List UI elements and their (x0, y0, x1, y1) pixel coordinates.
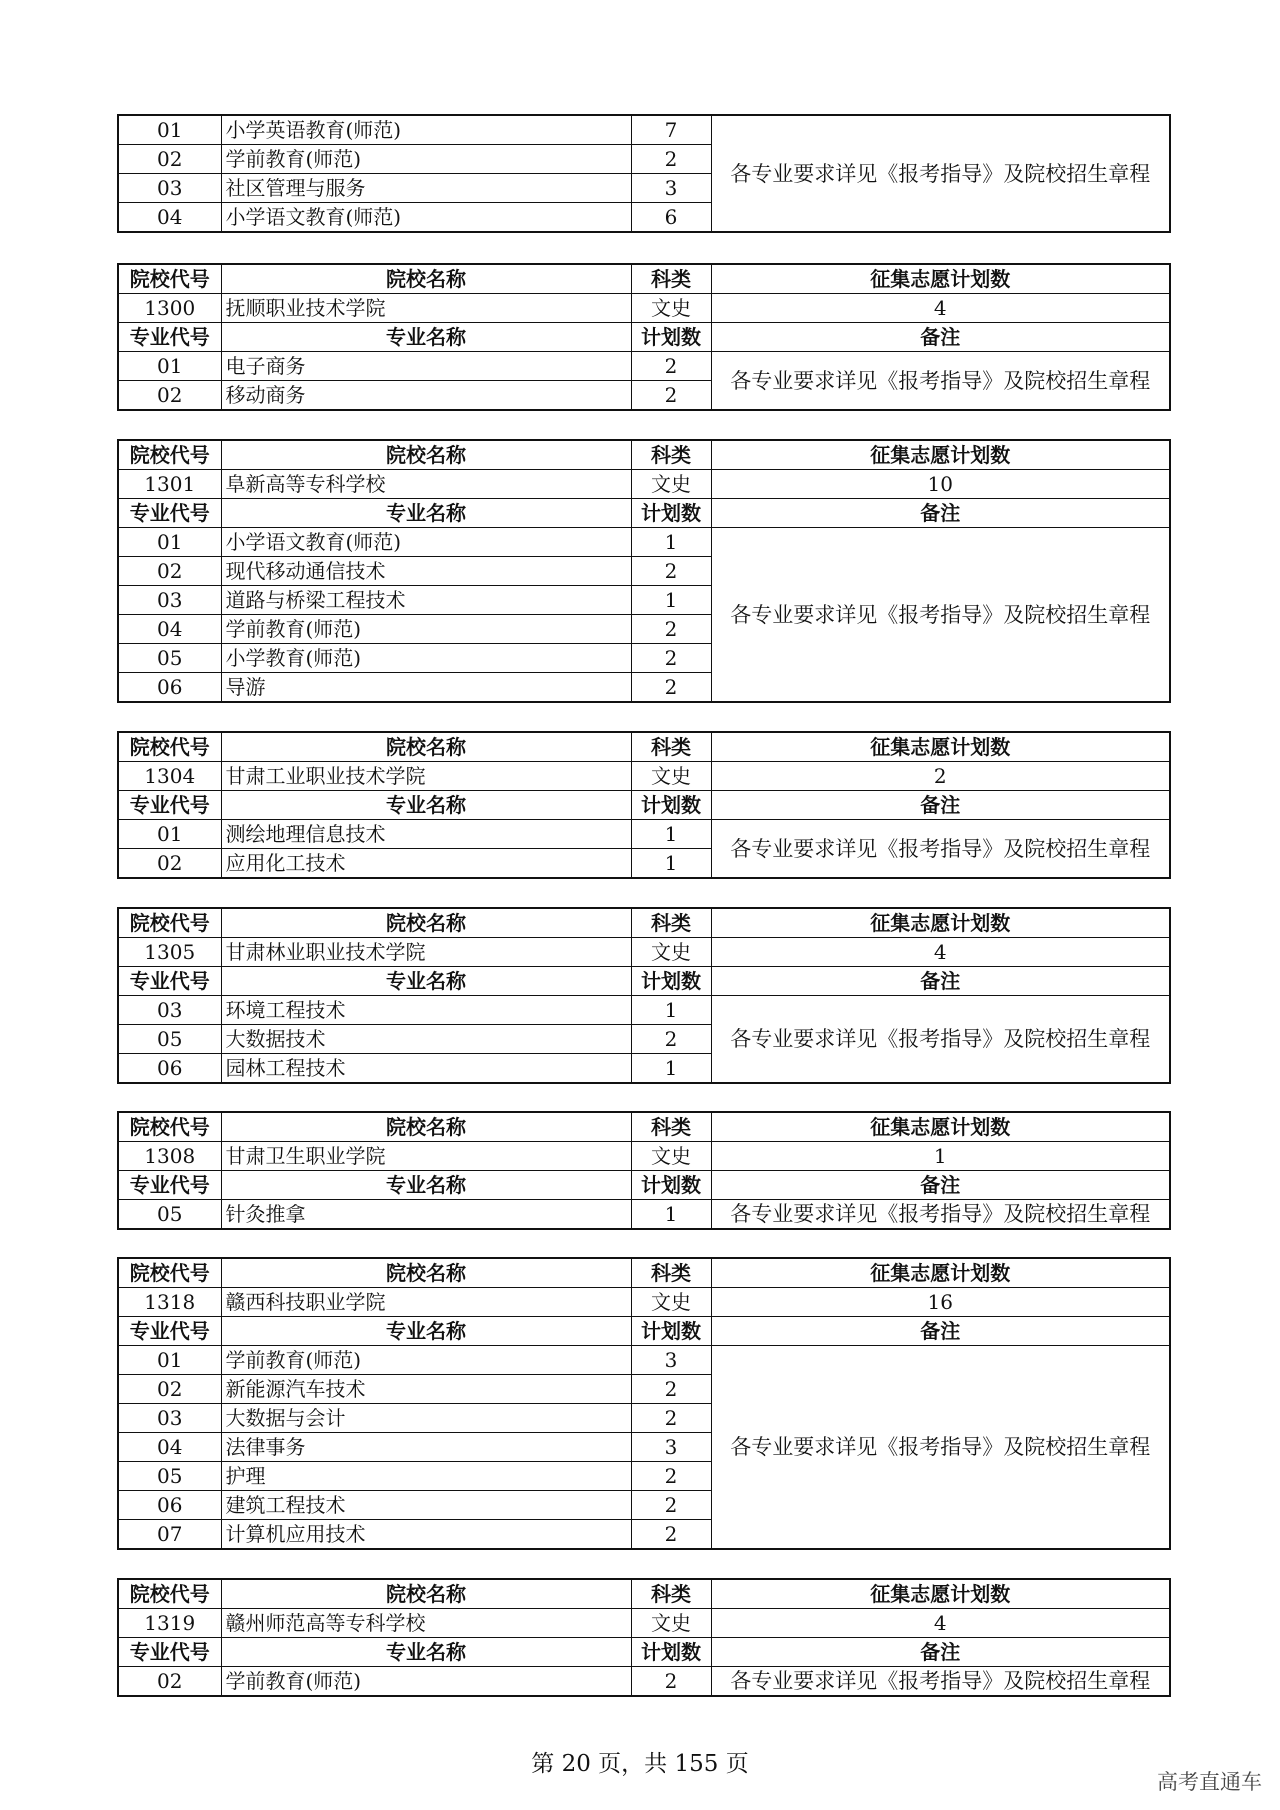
remark-note: 各专业要求详见《报考指导》及院校招生章程 (711, 996, 1170, 1084)
major-row (118, 115, 1170, 145)
major-header-row (118, 1317, 1170, 1346)
major-code: 01 (118, 528, 221, 557)
major-header-row (118, 1171, 1170, 1200)
category-header: 科类 (631, 732, 711, 762)
school-name: 抚顺职业技术学院 (221, 294, 631, 323)
major-plan: 2 (631, 145, 711, 174)
school-block-1305 (117, 907, 1171, 1084)
plan-header: 计划数 (631, 967, 711, 996)
remark-header: 备注 (711, 791, 1170, 820)
school-code: 1319 (118, 1609, 221, 1638)
major-row (118, 996, 1170, 1025)
major-code: 02 (118, 1667, 221, 1697)
major-code-header: 专业代号 (118, 791, 221, 820)
remark-note: 各专业要求详见《报考指导》及院校招生章程 (711, 1200, 1170, 1230)
school-plan-total: 16 (711, 1288, 1170, 1317)
major-name: 导游 (221, 673, 631, 703)
school-plan-total: 2 (711, 762, 1170, 791)
major-row (118, 820, 1170, 849)
major-row (118, 528, 1170, 557)
major-code: 02 (118, 145, 221, 174)
major-code: 02 (118, 381, 221, 411)
major-plan: 2 (631, 557, 711, 586)
major-plan: 2 (631, 1667, 711, 1697)
major-code: 07 (118, 1520, 221, 1550)
school-block-1308 (117, 1111, 1171, 1230)
remark-note: 各专业要求详见《报考指导》及院校招生章程 (711, 115, 1170, 232)
school-plan-total: 1 (711, 1142, 1170, 1171)
school-plan-total: 10 (711, 470, 1170, 499)
school-code: 1304 (118, 762, 221, 791)
major-row (118, 1346, 1170, 1375)
major-name: 小学英语教育(师范) (221, 115, 631, 145)
category-header: 科类 (631, 1258, 711, 1288)
major-plan: 1 (631, 849, 711, 879)
plan-header: 计划数 (631, 791, 711, 820)
school-block-1318 (117, 1257, 1171, 1550)
school-name: 甘肃林业职业技术学院 (221, 938, 631, 967)
major-code: 03 (118, 586, 221, 615)
major-code-header: 专业代号 (118, 1638, 221, 1667)
major-name: 大数据技术 (221, 1025, 631, 1054)
school-info-row (118, 470, 1170, 499)
school-table (117, 907, 1171, 1084)
major-name: 道路与桥梁工程技术 (221, 586, 631, 615)
major-code: 04 (118, 203, 221, 233)
school-header-row (118, 1112, 1170, 1142)
major-row (118, 352, 1170, 381)
major-code: 01 (118, 1346, 221, 1375)
plan-header: 计划数 (631, 499, 711, 528)
school-name: 甘肃卫生职业学院 (221, 1142, 631, 1171)
school-category: 文史 (631, 938, 711, 967)
page-number: 第 20 页，共 155 页 (531, 1751, 749, 1777)
major-plan: 2 (631, 1462, 711, 1491)
school-code: 1305 (118, 938, 221, 967)
school-code: 1318 (118, 1288, 221, 1317)
school-block-1300 (117, 263, 1171, 411)
major-name-header: 专业名称 (221, 967, 631, 996)
school-info-row (118, 294, 1170, 323)
category-header: 科类 (631, 264, 711, 294)
plan-total-header: 征集志愿计划数 (711, 1258, 1170, 1288)
major-name: 计算机应用技术 (221, 1520, 631, 1550)
school-code-header: 院校代号 (118, 264, 221, 294)
major-row (118, 1667, 1170, 1697)
school-code: 1300 (118, 294, 221, 323)
major-name-header: 专业名称 (221, 1171, 631, 1200)
major-name: 建筑工程技术 (221, 1491, 631, 1520)
major-code: 01 (118, 820, 221, 849)
major-name: 小学语文教育(师范) (221, 528, 631, 557)
major-name: 学前教育(师范) (221, 1667, 631, 1697)
school-name: 赣西科技职业学院 (221, 1288, 631, 1317)
major-plan: 2 (631, 1491, 711, 1520)
major-code: 01 (118, 115, 221, 145)
school-name-header: 院校名称 (221, 908, 631, 938)
plan-total-header: 征集志愿计划数 (711, 1579, 1170, 1609)
school-table (117, 263, 1171, 411)
major-name: 小学语文教育(师范) (221, 203, 631, 233)
major-name-header: 专业名称 (221, 791, 631, 820)
remark-header: 备注 (711, 499, 1170, 528)
school-table (117, 1257, 1171, 1550)
major-name-header: 专业名称 (221, 499, 631, 528)
remark-header: 备注 (711, 323, 1170, 352)
major-code: 05 (118, 1462, 221, 1491)
major-name: 新能源汽车技术 (221, 1375, 631, 1404)
school-name-header: 院校名称 (221, 440, 631, 470)
school-info-row (118, 1609, 1170, 1638)
school-name-header: 院校名称 (221, 1579, 631, 1609)
school-name-header: 院校名称 (221, 1112, 631, 1142)
school-code-header: 院校代号 (118, 732, 221, 762)
school-category: 文史 (631, 1288, 711, 1317)
school-name-header: 院校名称 (221, 1258, 631, 1288)
major-code: 03 (118, 174, 221, 203)
category-header: 科类 (631, 1579, 711, 1609)
school-name-header: 院校名称 (221, 732, 631, 762)
remark-note: 各专业要求详见《报考指导》及院校招生章程 (711, 1667, 1170, 1697)
school-name: 赣州师范高等专科学校 (221, 1609, 631, 1638)
plan-header: 计划数 (631, 323, 711, 352)
category-header: 科类 (631, 1112, 711, 1142)
remark-note: 各专业要求详见《报考指导》及院校招生章程 (711, 1346, 1170, 1550)
school-table (117, 1578, 1171, 1697)
school-table (117, 439, 1171, 703)
school-header-row (118, 908, 1170, 938)
major-code: 02 (118, 849, 221, 879)
remark-header: 备注 (711, 1171, 1170, 1200)
major-header-row (118, 499, 1170, 528)
major-name: 学前教育(师范) (221, 615, 631, 644)
major-name: 小学教育(师范) (221, 644, 631, 673)
school-category: 文史 (631, 1609, 711, 1638)
major-name: 移动商务 (221, 381, 631, 411)
major-code: 06 (118, 1491, 221, 1520)
major-row (118, 1200, 1170, 1230)
school-category: 文史 (631, 470, 711, 499)
school-code-header: 院校代号 (118, 1579, 221, 1609)
school-block-1319 (117, 1578, 1171, 1748)
major-code: 02 (118, 1375, 221, 1404)
major-header-row (118, 323, 1170, 352)
school-code-header: 院校代号 (118, 908, 221, 938)
major-code: 03 (118, 1404, 221, 1433)
major-code: 05 (118, 644, 221, 673)
major-code: 05 (118, 1200, 221, 1230)
major-plan: 2 (631, 1404, 711, 1433)
major-plan: 2 (631, 644, 711, 673)
school-block-1304 (117, 731, 1171, 879)
plan-header: 计划数 (631, 1638, 711, 1667)
school-name-header: 院校名称 (221, 264, 631, 294)
major-plan: 1 (631, 1200, 711, 1230)
major-plan: 2 (631, 381, 711, 411)
major-name: 电子商务 (221, 352, 631, 381)
major-plan: 2 (631, 352, 711, 381)
watermark: 高考直通车 (1157, 1770, 1262, 1794)
school-header-row (118, 264, 1170, 294)
major-plan: 3 (631, 1433, 711, 1462)
major-code: 01 (118, 352, 221, 381)
plan-total-header: 征集志愿计划数 (711, 1112, 1170, 1142)
school-code-header: 院校代号 (118, 1258, 221, 1288)
remark-header: 备注 (711, 967, 1170, 996)
school-name: 甘肃工业职业技术学院 (221, 762, 631, 791)
major-plan: 2 (631, 615, 711, 644)
remark-header: 备注 (711, 1638, 1170, 1667)
remark-note: 各专业要求详见《报考指导》及院校招生章程 (711, 528, 1170, 703)
major-name: 现代移动通信技术 (221, 557, 631, 586)
major-plan: 7 (631, 115, 711, 145)
major-code-header: 专业代号 (118, 499, 221, 528)
major-plan: 2 (631, 673, 711, 703)
school-category: 文史 (631, 1142, 711, 1171)
major-name: 测绘地理信息技术 (221, 820, 631, 849)
major-name: 园林工程技术 (221, 1054, 631, 1084)
major-code: 04 (118, 1433, 221, 1462)
school-header-row (118, 440, 1170, 470)
major-name-header: 专业名称 (221, 1317, 631, 1346)
major-header-row (118, 791, 1170, 820)
plan-total-header: 征集志愿计划数 (711, 264, 1170, 294)
plan-total-header: 征集志愿计划数 (711, 440, 1170, 470)
school-block-fragment (117, 114, 1171, 233)
school-info-row (118, 1288, 1170, 1317)
school-info-row (118, 938, 1170, 967)
school-table (117, 1111, 1171, 1230)
school-plan-total: 4 (711, 1609, 1170, 1638)
school-category: 文史 (631, 762, 711, 791)
major-plan: 3 (631, 1346, 711, 1375)
major-plan: 1 (631, 586, 711, 615)
major-name: 护理 (221, 1462, 631, 1491)
major-name-header: 专业名称 (221, 1638, 631, 1667)
remark-note: 各专业要求详见《报考指导》及院校招生章程 (711, 820, 1170, 879)
remark-header: 备注 (711, 1317, 1170, 1346)
major-table (117, 114, 1171, 233)
major-plan: 2 (631, 1025, 711, 1054)
remark-note: 各专业要求详见《报考指导》及院校招生章程 (711, 352, 1170, 411)
major-code-header: 专业代号 (118, 323, 221, 352)
category-header: 科类 (631, 908, 711, 938)
school-info-row (118, 1142, 1170, 1171)
school-code-header: 院校代号 (118, 1112, 221, 1142)
category-header: 科类 (631, 440, 711, 470)
major-code: 06 (118, 1054, 221, 1084)
major-plan: 3 (631, 174, 711, 203)
major-code-header: 专业代号 (118, 1317, 221, 1346)
major-name: 社区管理与服务 (221, 174, 631, 203)
major-name: 大数据与会计 (221, 1404, 631, 1433)
major-plan: 1 (631, 528, 711, 557)
major-plan: 1 (631, 820, 711, 849)
major-code: 03 (118, 996, 221, 1025)
school-category: 文史 (631, 294, 711, 323)
plan-header: 计划数 (631, 1317, 711, 1346)
major-code-header: 专业代号 (118, 1171, 221, 1200)
plan-total-header: 征集志愿计划数 (711, 732, 1170, 762)
school-info-row (118, 762, 1170, 791)
school-block-1301 (117, 439, 1171, 703)
major-name-header: 专业名称 (221, 323, 631, 352)
school-code: 1301 (118, 470, 221, 499)
school-table (117, 731, 1171, 879)
major-code: 04 (118, 615, 221, 644)
major-name: 针灸推拿 (221, 1200, 631, 1230)
major-name: 环境工程技术 (221, 996, 631, 1025)
major-code: 02 (118, 557, 221, 586)
major-name: 学前教育(师范) (221, 1346, 631, 1375)
major-plan: 2 (631, 1520, 711, 1550)
plan-total-header: 征集志愿计划数 (711, 908, 1170, 938)
major-plan: 6 (631, 203, 711, 233)
plan-header: 计划数 (631, 1171, 711, 1200)
school-header-row (118, 1579, 1170, 1609)
school-header-row (118, 1258, 1170, 1288)
school-code: 1308 (118, 1142, 221, 1171)
major-header-row (118, 1638, 1170, 1667)
major-plan: 1 (631, 996, 711, 1025)
major-code: 06 (118, 673, 221, 703)
major-code: 05 (118, 1025, 221, 1054)
major-plan: 1 (631, 1054, 711, 1084)
major-name: 学前教育(师范) (221, 145, 631, 174)
school-header-row (118, 732, 1170, 762)
school-plan-total: 4 (711, 294, 1170, 323)
school-code-header: 院校代号 (118, 440, 221, 470)
major-header-row (118, 967, 1170, 996)
school-plan-total: 4 (711, 938, 1170, 967)
major-code-header: 专业代号 (118, 967, 221, 996)
major-name: 法律事务 (221, 1433, 631, 1462)
school-name: 阜新高等专科学校 (221, 470, 631, 499)
major-plan: 2 (631, 1375, 711, 1404)
major-name: 应用化工技术 (221, 849, 631, 879)
